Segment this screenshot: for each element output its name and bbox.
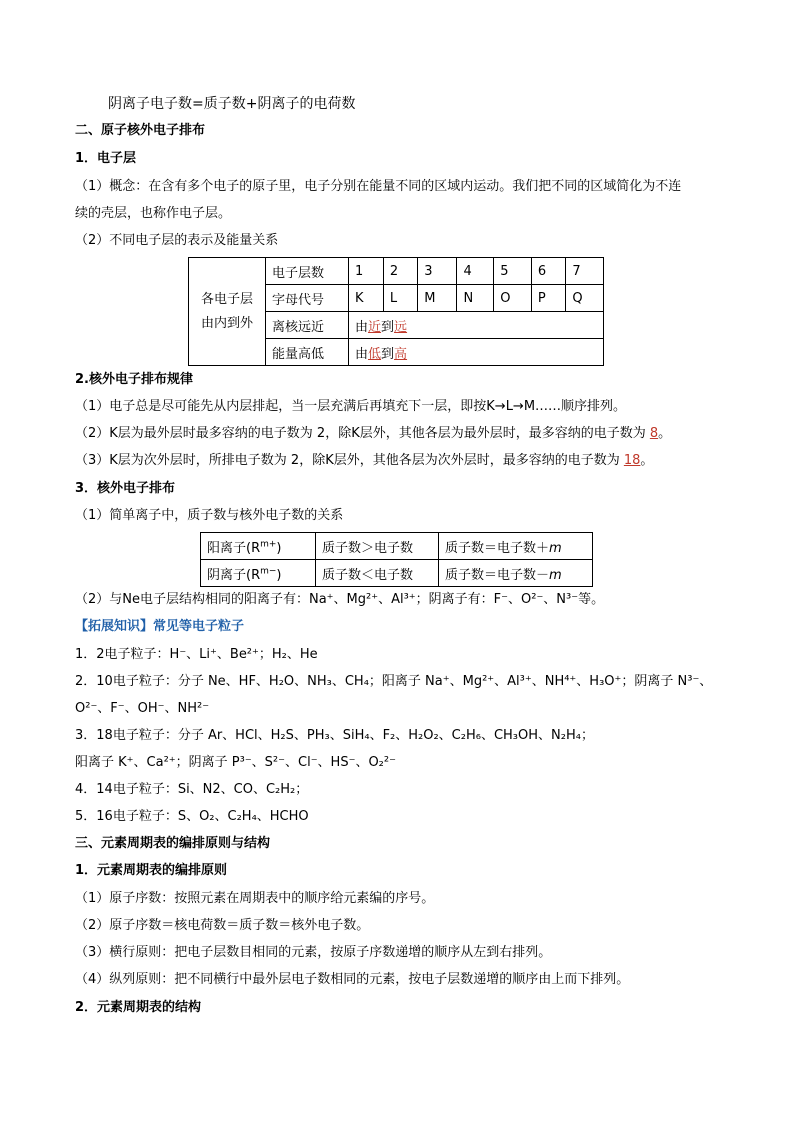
shell-order-cell: 各电子层 由内到外 xyxy=(189,258,266,366)
anion-formula: 质子数＝电子数－m xyxy=(439,560,593,587)
distance-header: 离核远近 xyxy=(266,312,349,339)
extension-knowledge-title: 【拓展知识】常见等电子粒子 xyxy=(75,619,245,634)
cation-formula: 质子数＝电子数＋m xyxy=(439,533,593,560)
principle-3: （3）横行原则：把电子层数目相同的元素，按原子序数递增的顺序从左到右排列。 xyxy=(75,945,552,960)
arrangement-rules-title: 2.核外电子排布规律 xyxy=(75,372,193,387)
letter-code-cell: K xyxy=(349,285,384,312)
section-two-title: 二、原子核外电子排布 xyxy=(75,123,206,138)
fourteen-electron-particles: 4．14电子粒子：Si、N2、CO、C₂H₂； xyxy=(75,782,309,797)
rule-3: （3）K层为次外层时，所排电子数为 2，除K层外，其他各层为次外层时，最多容纳的电子数为 18。 xyxy=(75,453,654,468)
ne-isoelectronic-line: （2）与Ne电子层结构相同的阳离子有：Na⁺、Mg²⁺、Al³⁺；阴离子有：F⁻、O²⁻、N³⁻等。 xyxy=(75,592,605,607)
shell-number-cell: 6 xyxy=(531,258,565,285)
letter-code-cell: Q xyxy=(566,285,604,312)
concept-line-2: 续的壳层，也称作电子层。 xyxy=(75,206,232,221)
anion-electron-formula: 阴离子电子数=质子数+阴离子的电荷数 xyxy=(108,96,356,112)
distance-value: 由近到远 xyxy=(349,312,604,339)
letter-code-cell: P xyxy=(531,285,565,312)
two-electron-particles: 1．2电子粒子：H⁻、Li⁺、Be²⁺；H₂、He xyxy=(75,647,318,662)
ten-electron-particles-1: 2．10电子粒子：分子 Ne、HF、H₂O、NH₃、CH₄；阳离子 Na⁺、Mg²⁺、Al³⁺、NH⁴⁺、H₃O⁺；阴离子 N³⁻、 xyxy=(75,674,713,689)
shell-number-cell: 4 xyxy=(457,258,494,285)
cation-cell: 阳离子$(R^{m+})$ xyxy=(201,533,316,560)
shell-number-header: 电子层数 xyxy=(266,258,349,285)
principle-2: （2）原子序数＝核电荷数＝质子数＝核外电子数。 xyxy=(75,918,370,933)
eighteen-electron-particles-2: 阳离子 K⁺、Ca²⁺；阴离子 P³⁻、S²⁻、Cl⁻、HS⁻、O₂²⁻ xyxy=(75,755,396,770)
eighteen-electron-particles-1: 3．18电子粒子：分子 Ar、HCl、H₂S、PH₃、SiH₄、F₂、H₂O₂、C₂H₆、CH₃OH、N₂H₄； xyxy=(75,728,594,743)
section-three-title: 三、元素周期表的编排原则与结构 xyxy=(75,836,271,851)
energy-value: 由低到高 xyxy=(349,339,604,366)
anion-relation: 质子数＜电子数 xyxy=(316,560,439,587)
letter-code-cell: M xyxy=(418,285,457,312)
shell-number-cell: 1 xyxy=(349,258,384,285)
concept-line-1: （1）概念：在含有多个电子的原子里，电子分别在能量不同的区域内运动。我们把不同的区域简化为不连 xyxy=(75,179,682,194)
periodic-table-principles-title: 1．元素周期表的编排原则 xyxy=(75,863,228,878)
shell-number-cell: 5 xyxy=(494,258,532,285)
rule-1: （1）电子总是尽可能先从内层排起，当一层充满后再填充下一层，即按K→L→M……顺序排列。 xyxy=(75,399,627,414)
anion-cell: 阴离子$(R^{m-})$ xyxy=(201,560,316,587)
principle-4: （4）纵列原则：把不同横行中最外层电子数相同的元素，按电子层数递增的顺序由上而下排列。 xyxy=(75,972,630,987)
shell-number-cell: 2 xyxy=(383,258,417,285)
ten-electron-particles-2: O²⁻、F⁻、OH⁻、NH²⁻ xyxy=(75,701,210,716)
letter-code-cell: O xyxy=(494,285,532,312)
cation-relation: 质子数＞电子数 xyxy=(316,533,439,560)
shell-number-cell: 3 xyxy=(418,258,457,285)
periodic-table-structure-title: 2．元素周期表的结构 xyxy=(75,1000,202,1015)
energy-header: 能量高低 xyxy=(266,339,349,366)
ion-relationship-table xyxy=(200,532,593,587)
letter-code-cell: N xyxy=(457,285,494,312)
sixteen-electron-particles: 5．16电子粒子：S、O₂、C₂H₄、HCHO xyxy=(75,809,309,824)
simple-ion-label: （1）简单离子中，质子数与核外电子数的关系 xyxy=(75,508,344,523)
electron-arrangement-title: 3．核外电子排布 xyxy=(75,481,176,496)
shell-number-cell: 7 xyxy=(566,258,604,285)
subsection-electron-shell-title: 1．电子层 xyxy=(75,151,137,166)
electron-shell-table xyxy=(188,257,604,366)
principle-1: （1）原子序数：按照元素在周期表中的顺序给元素编的序号。 xyxy=(75,891,435,906)
letter-code-header: 字母代号 xyxy=(266,285,349,312)
letter-code-cell: L xyxy=(383,285,417,312)
rule-2: （2）K层为最外层时最多容纳的电子数为 2，除K层外，其他各层为最外层时，最多容纳的电子数为 8。 xyxy=(75,426,672,441)
shell-representation-label: （2）不同电子层的表示及能量关系 xyxy=(75,233,279,248)
